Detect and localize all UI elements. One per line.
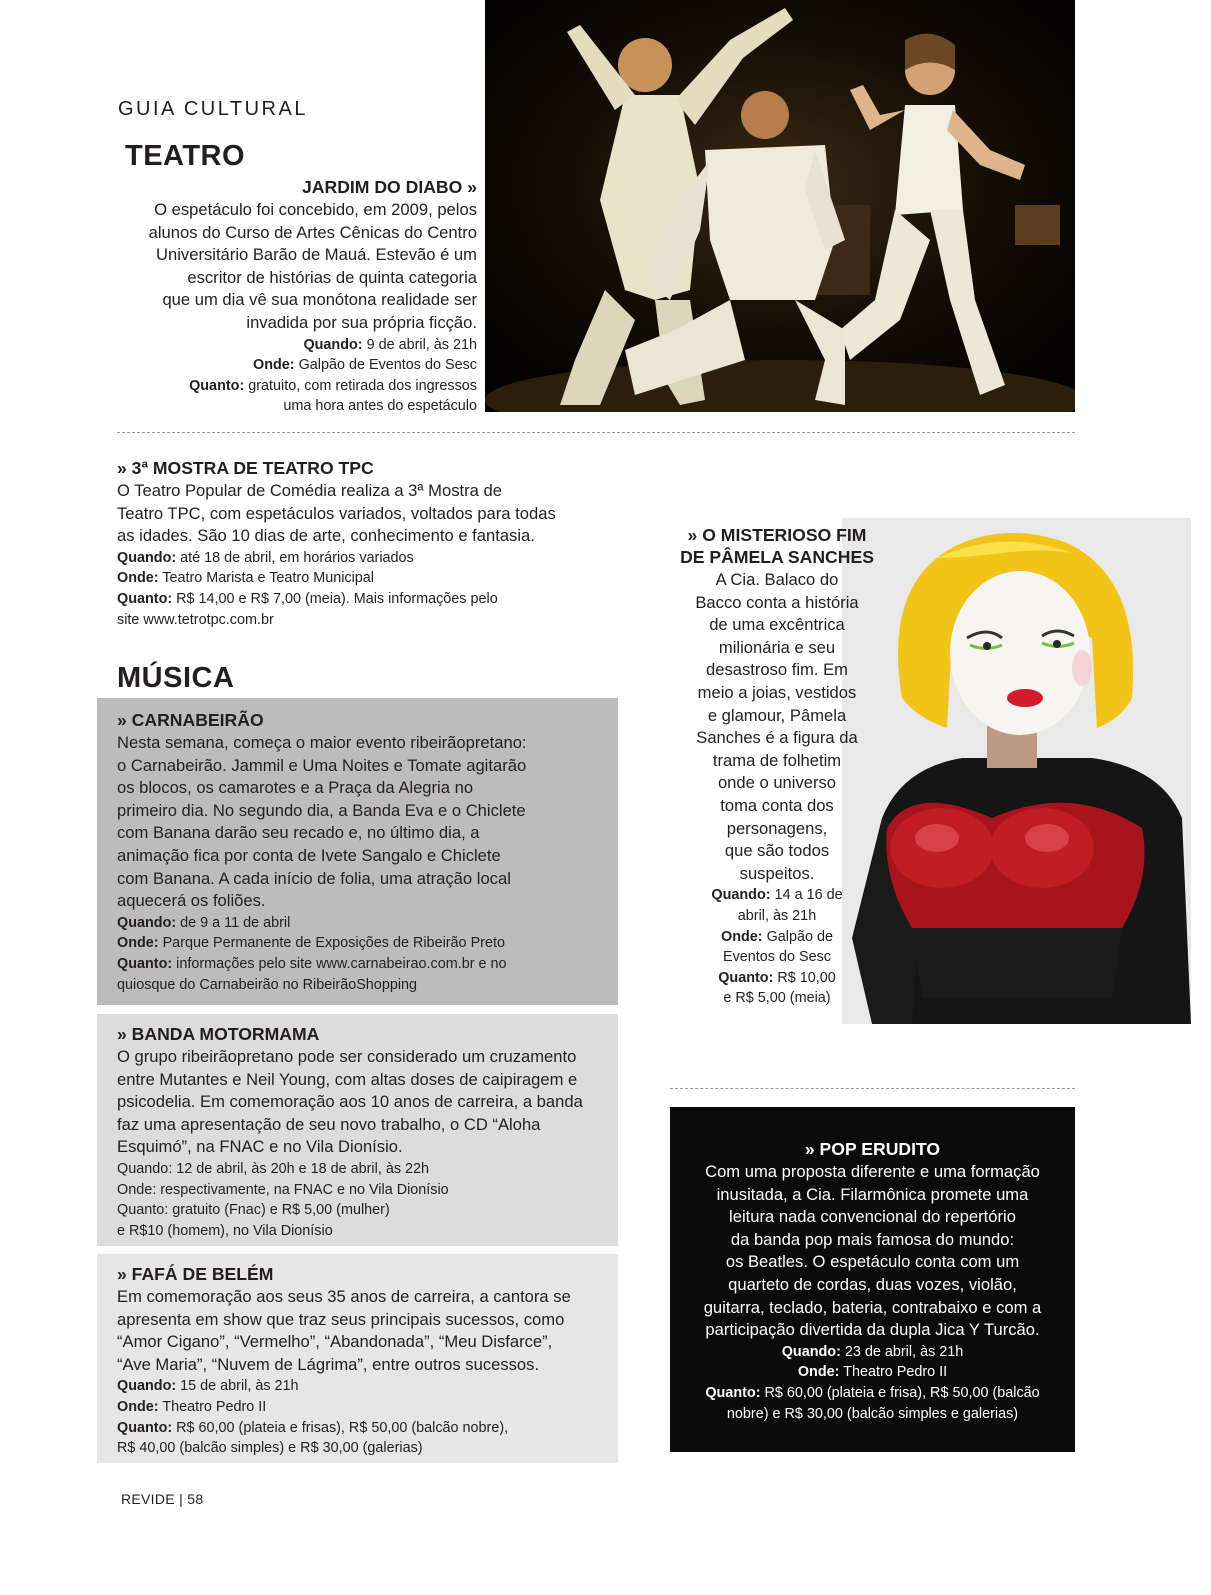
body-line: Bacco conta a história [695, 592, 859, 612]
mostra-article [117, 457, 587, 630]
section-divider [117, 432, 1075, 433]
price-label: Quanto: [705, 1384, 761, 1401]
body-line: inusitada, a Cia. Filarmônica promete uma [716, 1184, 1029, 1204]
body-line: os Beatles. O espetáculo conta com um [725, 1252, 1020, 1272]
when-label: Quando: [303, 336, 363, 353]
body-line: leitura nada convencional do repertório [729, 1207, 1016, 1227]
pamela-illustration [842, 518, 1191, 1024]
body-line: onde o universo [717, 773, 837, 793]
body-line: que um dia vê sua monótona realidade ser [162, 290, 477, 310]
body-line: primeiro dia. No segundo dia, a Banda Eva e o Chiclete [117, 800, 526, 820]
body-line: O Teatro Popular de Comédia realiza a 3ª Mostra de [117, 481, 502, 500]
page-number: 58 [187, 1491, 204, 1507]
info-line: Quando: 12 de abril, às 20h e 18 de abril, às 22h [117, 1160, 430, 1177]
pop-erudito-box [670, 1107, 1075, 1452]
info-line: e R$10 (homem), no Vila Dionísio [117, 1222, 333, 1239]
pamela-sanches-photo [842, 518, 1191, 1024]
body-line: Nesta semana, começa o maior evento ribeirãopretano: [117, 733, 527, 752]
where-label: Onde: [117, 935, 159, 952]
when-value: 15 de abril, às 21h [176, 1378, 299, 1395]
where-value-cont: Eventos do Sesc [723, 949, 831, 966]
mostra-heading: » 3ª MOSTRA DE TEATRO TPC [117, 458, 374, 478]
fafa-body [117, 1286, 571, 1376]
body-line: “Amor Cigano”, “Vermelho”, “Abandonada”, “Meu Disfarce”, [117, 1332, 553, 1352]
body-line: que são todos [724, 841, 830, 861]
section-divider [670, 1088, 1075, 1089]
price-value: R$ 60,00 (plateia e frisa), R$ 50,00 (balcão [760, 1384, 1040, 1401]
pop-body [670, 1161, 1075, 1342]
body-line: Teatro TPC, com espetáculos variados, voltados para todas [117, 503, 556, 523]
price-value-cont: site www.tetrotpc.com.br [117, 611, 274, 628]
body-line: faz uma apresentação de seu novo trabalho, o CD “Aloha [117, 1114, 541, 1134]
page-footer [121, 1491, 203, 1507]
body-line: participação divertida da dupla Jica Y Turcão. [705, 1320, 1040, 1340]
body-line: as idades. São 10 dias de arte, conhecimento e fantasia. [117, 526, 535, 546]
body-line: guitarra, teclado, bateria, contrabaixo e com a [703, 1297, 1042, 1317]
pamela-heading-line1: » O MISTERIOSO FIM [687, 525, 867, 545]
info-line: Quanto: gratuito (Fnac) e R$ 5,00 (mulher) [117, 1202, 390, 1219]
body-line: apresenta em show que traz seus principais sucessos, como [117, 1309, 565, 1329]
price-label: Quanto: [117, 1419, 173, 1436]
body-line: Esquimó”, na FNAC e no Vila Dionísio. [117, 1137, 403, 1157]
pop-heading: » POP ERUDITO [804, 1139, 941, 1159]
price-value-cont: e R$ 5,00 (meia) [723, 990, 831, 1007]
when-value: 14 a 16 de [770, 887, 843, 904]
when-label: Quando: [117, 549, 177, 566]
body-line: Em comemoração aos seus 35 anos de carreira, a cantora se [117, 1287, 571, 1306]
carnabeirao-info [117, 913, 527, 995]
body-line: aquecerá os foliões. [117, 891, 266, 911]
price-value-cont: quiosque do Carnabeirão no RibeirãoShopping [117, 976, 418, 993]
body-line: “Ave Maria”, “Nuvem de Lágrima”, entre outros sucessos. [117, 1354, 540, 1374]
body-line: personagens, [726, 818, 828, 838]
where-value: Theatro Pedro II [839, 1364, 948, 1381]
pamela-heading-line2: DE PÂMELA SANCHES [680, 547, 874, 567]
where-label: Onde: [797, 1364, 840, 1381]
fafa-box [97, 1254, 618, 1463]
body-line: animação fica por conta de Ivete Sangalo e Chiclete [117, 845, 501, 865]
pamela-info [672, 885, 882, 1009]
jardim-body [100, 199, 477, 335]
fafa-info [117, 1376, 571, 1458]
motormama-body [117, 1046, 583, 1159]
when-label: Quando: [711, 887, 771, 904]
theatre-performers-photo [485, 0, 1075, 412]
body-line: os blocos, os camarotes e a Praça da Alegria no [117, 778, 474, 798]
motormama-info [117, 1159, 583, 1241]
section-kicker: GUIA CULTURAL [118, 98, 308, 120]
when-value: 9 de abril, às 21h [362, 336, 477, 353]
body-line: com Banana darão seu recado e, no último dia, a [117, 823, 480, 843]
motormama-heading: » BANDA MOTORMAMA [117, 1024, 320, 1044]
price-value: R$ 10,00 [773, 969, 836, 986]
jardim-article [100, 176, 477, 417]
where-value: Theatro Pedro II [158, 1398, 267, 1415]
when-label: Quando: [781, 1343, 841, 1360]
fafa-heading: » FAFÁ DE BELÉM [117, 1264, 274, 1284]
mostra-body [117, 480, 587, 548]
body-line: O espetáculo foi concebido, em 2009, pelos [154, 200, 477, 219]
when-label: Quando: [117, 1378, 177, 1395]
price-label: Quanto: [117, 955, 173, 972]
performers-illustration [485, 0, 1075, 412]
jardim-heading: JARDIM DO DIABO » [302, 177, 477, 197]
carnabeirao-body [117, 732, 527, 913]
price-value-cont: nobre) e R$ 30,00 (balcão simples e galerias) [726, 1405, 1019, 1422]
body-line: o Carnabeirão. Jammil e Uma Noites e Tomate agitarão [117, 755, 527, 775]
price-label: Quanto: [189, 377, 245, 394]
body-line: A Cia. Balaco do [715, 570, 839, 589]
body-line: invadida por sua própria ficção. [246, 312, 477, 332]
mostra-info [117, 548, 587, 630]
carnabeirao-heading: » CARNABEIRÃO [117, 710, 264, 730]
price-value: R$ 14,00 e R$ 7,00 (meia). Mais informações pelo [172, 590, 498, 607]
body-line: e glamour, Pâmela [707, 705, 847, 725]
body-line: psicodelia. Em comemoração aos 10 anos de carreira, a banda [117, 1092, 583, 1112]
music-section-title: MÚSICA [117, 662, 235, 694]
where-value: Galpão de [762, 928, 833, 945]
pamela-body [672, 569, 882, 885]
info-line: Onde: respectivamente, na FNAC e no Vila Dionísio [117, 1181, 449, 1198]
where-label: Onde: [253, 357, 295, 374]
where-value: Teatro Marista e Teatro Municipal [158, 570, 375, 587]
body-line: quarteto de cordas, duas vozes, violão, [728, 1274, 1017, 1294]
where-label: Onde: [721, 928, 763, 945]
body-line: da banda pop mais famosa do mundo: [730, 1229, 1015, 1249]
price-label: Quanto: [718, 969, 774, 986]
magazine-name: REVIDE [121, 1491, 175, 1507]
body-line: Sanches é a figura da [696, 728, 858, 748]
body-line: milionária e seu [718, 637, 836, 657]
body-line: toma conta dos [720, 795, 834, 815]
when-label: Quando: [117, 914, 177, 931]
when-value: até 18 de abril, em horários variados [176, 549, 414, 566]
body-line: Universitário Barão de Mauá. Estevão é um [156, 245, 477, 265]
motormama-box [97, 1014, 618, 1246]
body-line: O grupo ribeirãopretano pode ser considerado um cruzamento [117, 1047, 577, 1066]
price-value-cont: R$ 40,00 (balcão simples) e R$ 30,00 (galerias) [117, 1440, 423, 1457]
body-line: meio a joias, vestidos [697, 682, 857, 702]
price-value: informações pelo site www.carnabeirao.com.br e no [172, 955, 507, 972]
theatre-section-title: TEATRO [125, 140, 246, 172]
price-value: R$ 60,00 (plateia e frisas), R$ 50,00 (balcão nobre), [172, 1419, 509, 1436]
where-label: Onde: [117, 570, 159, 587]
pamela-article [672, 524, 882, 1009]
price-value: gratuito, com retirada dos ingressos [244, 377, 477, 394]
body-line: escritor de histórias de quinta categoria [187, 267, 477, 287]
where-label: Onde: [117, 1398, 159, 1415]
body-line: entre Mutantes e Neil Young, com altas doses de caipiragem e [117, 1069, 578, 1089]
pamela-heading [672, 524, 882, 568]
carnabeirao-box [97, 698, 618, 1005]
price-label: Quanto: [117, 590, 173, 607]
when-value: de 9 a 11 de abril [176, 914, 291, 931]
pop-info [670, 1342, 1075, 1424]
where-value: Galpão de Eventos do Sesc [294, 357, 477, 374]
where-value: Parque Permanente de Exposições de Ribeirão Preto [158, 935, 505, 952]
footer-separator: | [179, 1491, 184, 1507]
body-line: Com uma proposta diferente e uma formação [705, 1162, 1040, 1181]
when-value: 23 de abril, às 21h [840, 1343, 964, 1360]
body-line: com Banana. A cada início de folia, uma atração local [117, 868, 511, 888]
jardim-info [100, 335, 477, 417]
price-value-cont: uma hora antes do espetáculo [283, 398, 477, 415]
body-line: alunos do Curso de Artes Cênicas do Centro [148, 222, 477, 242]
body-line: trama de folhetim [712, 750, 842, 770]
body-line: suspeitos. [739, 863, 815, 883]
body-line: desastroso fim. Em [705, 660, 848, 680]
body-line: de uma excêntrica [709, 615, 845, 635]
when-value-cont: abril, às 21h [737, 907, 817, 924]
